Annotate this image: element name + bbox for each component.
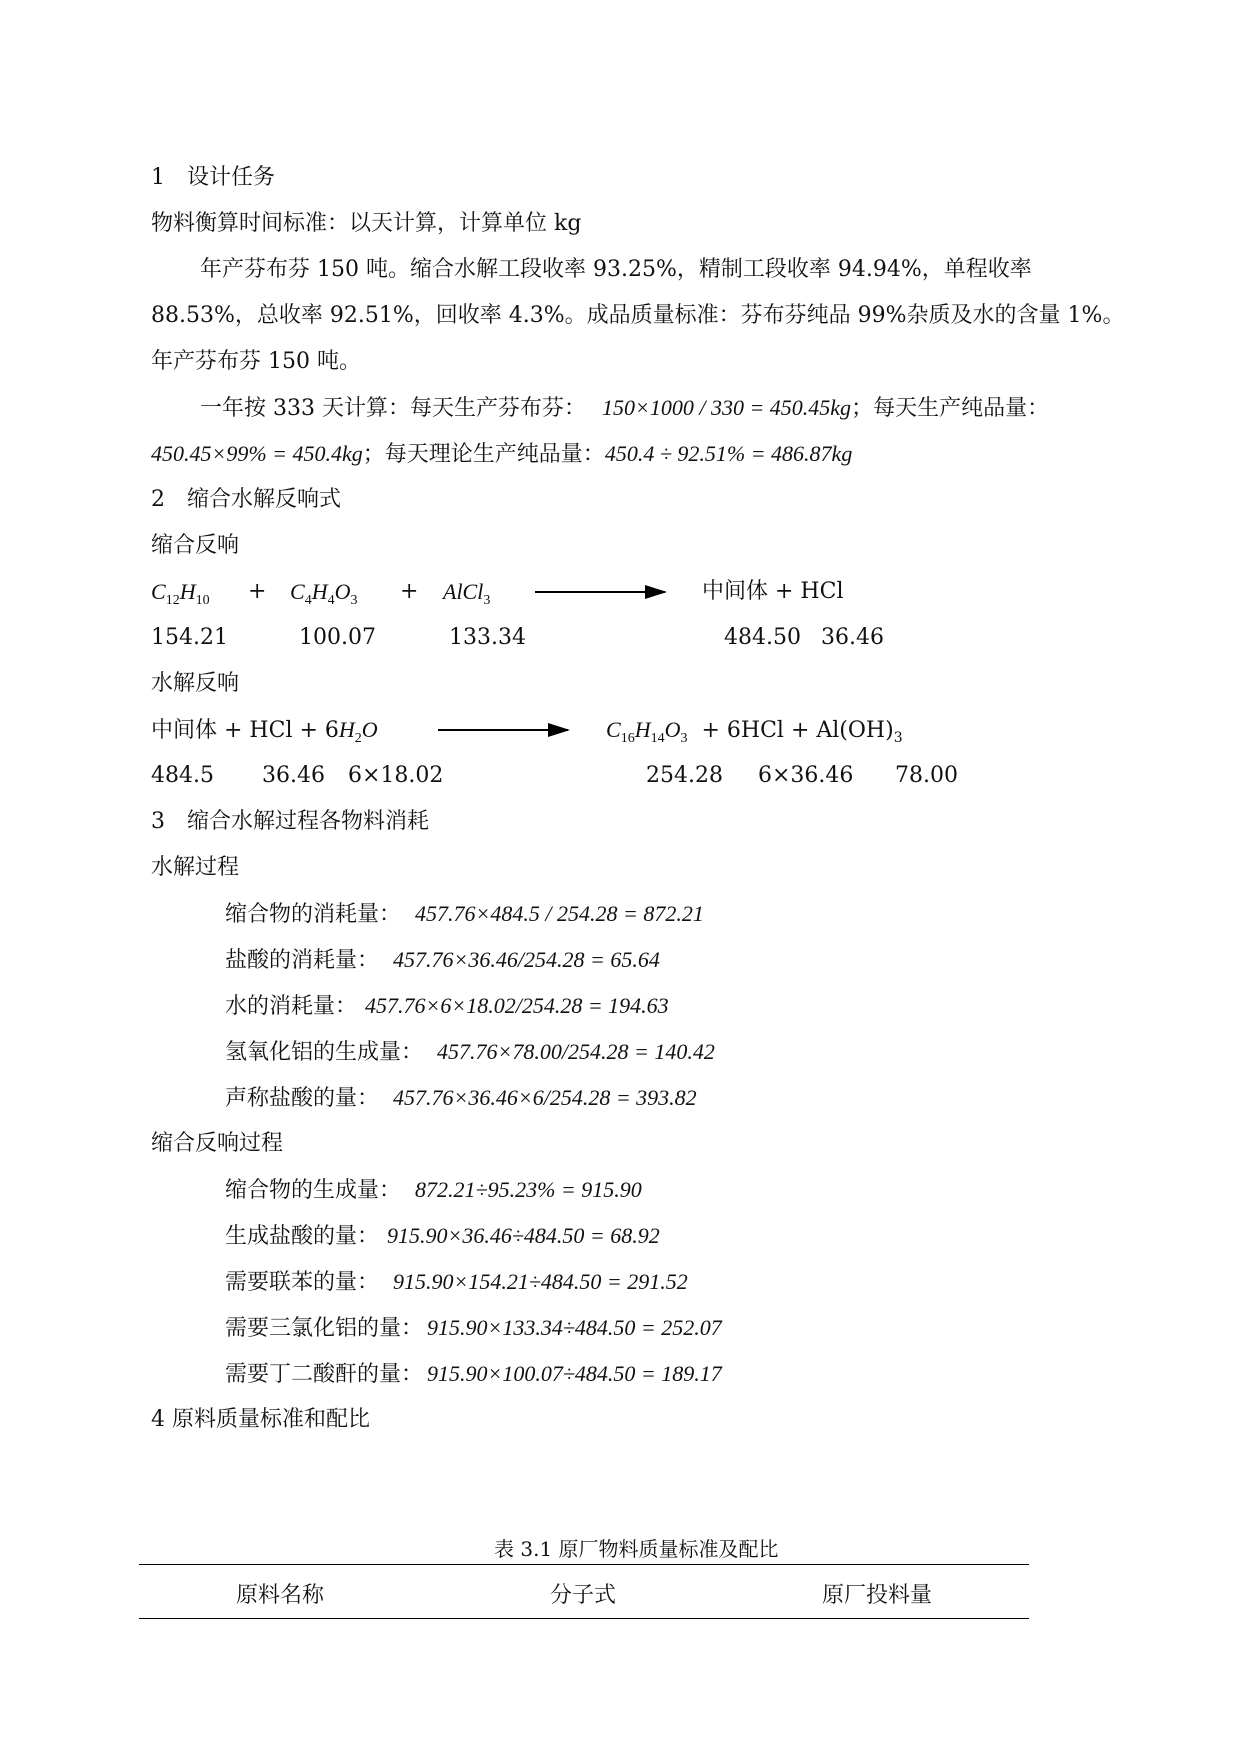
reaction-arrow-icon	[535, 591, 665, 593]
hydrolysis-item: 氢氧化铝的生成量： 457.76×78.00/254.28 = 140.42	[225, 1039, 715, 1065]
hydrolysis-item: 声称盐酸的量： 457.76×36.46×6/254.28 = 393.82	[225, 1085, 697, 1111]
hydrolysis-item: 盐酸的消耗量： 457.76×36.46/254.28 = 65.64	[225, 947, 660, 973]
condensation-item: 缩合物的生成量： 872.21÷95.23% = 915.90	[225, 1177, 642, 1203]
mass-intermediate-2: 484.5	[151, 763, 214, 788]
paragraph-2-line-1	[200, 394, 1049, 423]
mass-hcl-2: 36.46	[262, 763, 325, 788]
plus-sign: +	[248, 579, 267, 604]
mass-biphenyl: 154.21	[151, 625, 228, 650]
mass-aluminum-hydroxide: 78.00	[895, 763, 958, 788]
table-header-amount: 原厂投料量	[822, 1583, 933, 1608]
mass-intermediate: 484.50	[724, 625, 801, 650]
condensation-product: 中间体 + HCl	[702, 579, 844, 604]
daily-output-equation: 150×1000 / 330 = 450.45kg	[601, 395, 852, 420]
plus-sign: +	[400, 579, 419, 604]
table-header-name: 原料名称	[236, 1583, 325, 1608]
daily-pure-text: ；每天生产纯品量：	[851, 396, 1050, 421]
reactant-succinic-anhydride: $C_4H_4O_3$	[290, 579, 358, 608]
daily-output-text: 一年按 333 天计算：每天生产芬布芬：	[200, 396, 586, 421]
table-top-rule	[139, 1564, 1029, 1565]
theoretical-text: ；每天理论生产纯品量：	[362, 442, 605, 467]
paragraph-1-line-2: 88.53%，总收率 92.51%，回收率 4.3%。成品质量标准：芬布芬纯品 99%杂质及水的含量 1%。	[151, 303, 1125, 328]
hydrolysis-reactants: 中间体 + HCl + $6H_2O$	[151, 717, 378, 746]
paragraph-1-line-1: 年产芬布芬 150 吨。缩合水解工段收率 93.25%，精制工段收率 94.94%，单程收率	[200, 257, 1032, 282]
condensation-item: 需要三氯化铝的量： 915.90×133.34÷484.50 = 252.07	[225, 1315, 722, 1341]
paragraph-1-line-3: 年产芬布芬 150 吨。	[151, 349, 361, 374]
hydrolysis-item: 缩合物的消耗量： 457.76×484.5 / 254.28 = 872.21	[225, 901, 704, 927]
hydrolysis-reaction-title: 水解反响	[151, 671, 240, 696]
mass-fenbufen: 254.28	[646, 763, 723, 788]
reaction-arrow-icon	[438, 729, 568, 731]
section-2-heading: 2 缩合水解反响式	[151, 487, 341, 512]
condensation-item: 生成盐酸的量： 915.90×36.46÷484.50 = 68.92	[225, 1223, 660, 1249]
reactant-biphenyl: $C_{12}H_{10}$	[151, 579, 210, 608]
mass-aluminum-chloride: 133.34	[449, 625, 526, 650]
condensation-item: 需要丁二酸酐的量： 915.90×100.07÷484.50 = 189.17	[225, 1361, 722, 1387]
section-4-heading: 4 原料质量标准和配比	[151, 1407, 370, 1432]
table-caption: 表 3.1 原厂物料质量标准及配比	[494, 1537, 779, 1561]
section-1-heading: 1 设计任务	[151, 165, 275, 190]
mass-hcl: 36.46	[821, 625, 884, 650]
mass-succinic-anhydride: 100.07	[299, 625, 376, 650]
paragraph-2-line-2	[151, 440, 852, 469]
theoretical-equation: 450.4 ÷ 92.51% = 486.87kg	[604, 441, 853, 466]
table-header-rule	[139, 1618, 1029, 1619]
table-header-formula: 分子式	[550, 1583, 617, 1608]
hydrolysis-products: $C_{16}H_{14}O_3 + 6HCl + Al(OH)_3$	[606, 717, 903, 746]
hydrolysis-item: 水的消耗量： 457.76×6×18.02/254.28 = 194.63	[225, 993, 669, 1019]
hydrolysis-process-title: 水解过程	[151, 855, 240, 880]
basis-line: 物料衡算时间标准：以天计算，计算单位 kg	[151, 211, 582, 236]
mass-hcl-6: 6×36.46	[758, 763, 854, 788]
section-3-heading: 3 缩合水解过程各物料消耗	[151, 809, 429, 834]
condensation-process-title: 缩合反响过程	[151, 1131, 284, 1156]
daily-pure-equation: 450.45×99% = 450.4kg	[151, 441, 363, 466]
condensation-item: 需要联苯的量： 915.90×154.21÷484.50 = 291.52	[225, 1269, 688, 1295]
mass-water: 6×18.02	[348, 763, 444, 788]
condensation-reaction-title: 缩合反响	[151, 533, 240, 558]
reactant-aluminum-chloride: AlCl$_3$	[443, 579, 491, 608]
